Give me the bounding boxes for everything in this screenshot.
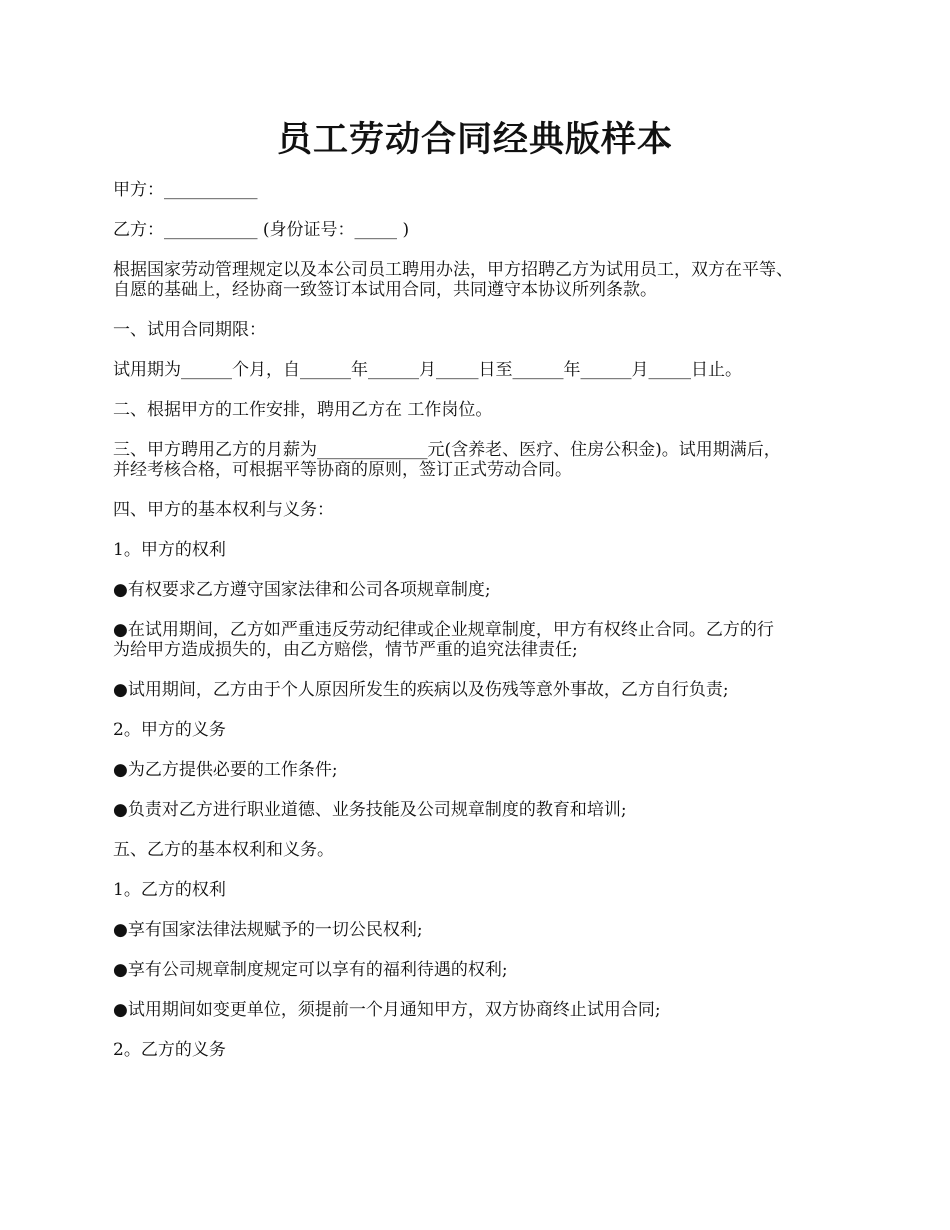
document-title: 员工劳动合同经典版样本 xyxy=(276,119,673,160)
subheading-party-a-duties: 2。甲方的义务 xyxy=(113,720,226,740)
section-heading-5: 五、乙方的基本权利和义务。 xyxy=(113,840,334,860)
probation-period-line: 试用期为______个月，自______年______月_____日至______年______月_____日止。 xyxy=(113,360,742,380)
section-heading-1: 一、试用合同期限： xyxy=(113,320,266,340)
list-item: ●试用期间如变更单位，须提前一个月通知甲方，双方协商终止试用合同; xyxy=(113,1000,661,1020)
list-item: ●有权要求乙方遵守国家法律和公司各项规章制度; xyxy=(113,580,491,600)
subheading-party-a-rights: 1。甲方的权利 xyxy=(113,540,226,560)
list-item: ●负责对乙方进行职业道德、业务技能及公司规章制度的教育和培训; xyxy=(113,800,627,820)
salary-paragraph: 三、甲方聘用乙方的月薪为_____________元(含养老、医疗、住房公积金)。试用期满后， 并经考核合格，可根据平等协商的原则，签订正式劳动合同。 xyxy=(113,440,781,480)
document-body xyxy=(113,180,858,1080)
party-b-line: 乙方：___________ (身份证号：_____ ) xyxy=(113,220,410,240)
list-item: ●为乙方提供必要的工作条件; xyxy=(113,760,338,780)
list-item: ●在试用期间，乙方如严重违反劳动纪律或企业规章制度，甲方有权终止合同。乙方的行 为给甲方造成损失的，由乙方赔偿，情节严重的追究法律责任; xyxy=(113,620,774,660)
list-item: ●享有公司规章制度规定可以享有的福利待遇的权利; xyxy=(113,960,508,980)
section-heading-2: 二、根据甲方的工作安排，聘用乙方在 工作岗位。 xyxy=(113,400,493,420)
list-item: ●试用期间，乙方由于个人原因所发生的疾病以及伤残等意外事故，乙方自行负责; xyxy=(113,680,729,700)
list-item: ●享有国家法律法规赋予的一切公民权利; xyxy=(113,920,423,940)
subheading-party-b-rights: 1。乙方的权利 xyxy=(113,880,226,900)
section-heading-4: 四、甲方的基本权利与义务： xyxy=(113,500,334,520)
subheading-party-b-duties: 2。乙方的义务 xyxy=(113,1040,226,1060)
party-a-line: 甲方：___________ xyxy=(113,180,258,200)
preamble-paragraph: 根据国家劳动管理规定以及本公司员工聘用办法，甲方招聘乙方为试用员工，双方在平等、 自愿的基础上，经协商一致签订本试用合同，共同遵守本协议所列条款。 xyxy=(113,260,793,300)
